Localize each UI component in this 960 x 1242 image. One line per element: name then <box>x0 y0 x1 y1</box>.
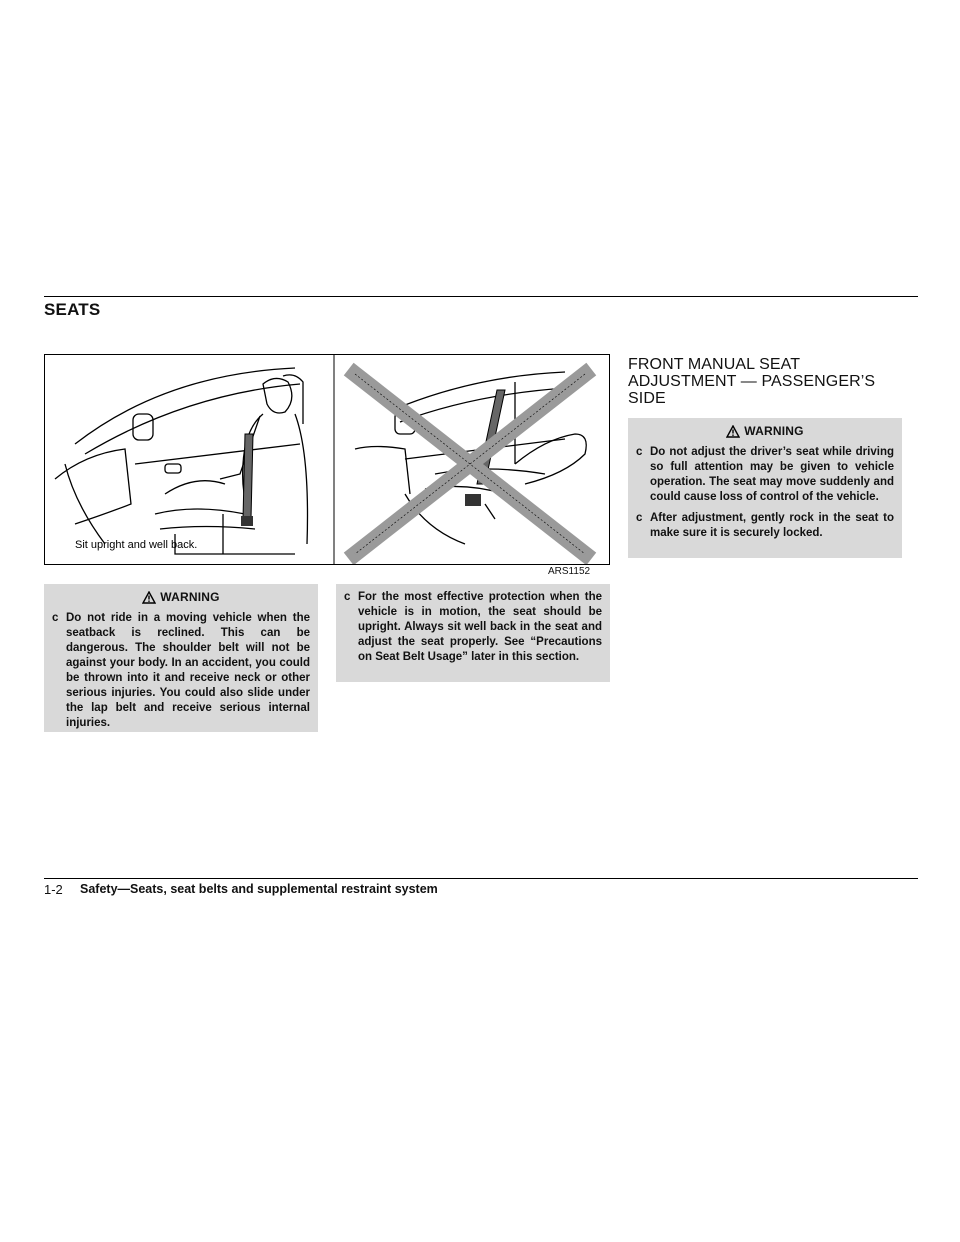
correct-seating-illustration <box>55 368 308 554</box>
figure-caption: Sit upright and well back. <box>75 539 198 551</box>
warning-box-middle <box>336 584 610 682</box>
heading-line: SIDE <box>628 390 666 407</box>
header-rule <box>44 296 918 297</box>
figure-code: ARS1152 <box>548 566 591 577</box>
warning-box-left <box>44 584 318 732</box>
warning-triangle-icon <box>142 591 156 604</box>
list-item <box>636 445 894 505</box>
section-title: SEATS <box>44 300 101 319</box>
heading-line: FRONT MANUAL SEAT <box>628 356 801 373</box>
warning-header <box>636 424 894 445</box>
bullet-mark: c <box>636 512 643 524</box>
warning-header <box>52 590 310 611</box>
warning-box-right <box>628 418 902 558</box>
list-item <box>344 590 602 665</box>
page-number: 1-2 <box>44 882 63 897</box>
front-manual-seat-heading <box>628 356 918 407</box>
heading-line: ADJUSTMENT — PASSENGER’S <box>628 373 876 390</box>
bullet-mark: c <box>636 446 643 458</box>
bullet-mark: c <box>52 612 59 624</box>
warning-text: After adjustment, gently rock in the seat to make sure it is securely locked. <box>650 512 894 539</box>
warning-title: WARNING <box>744 424 804 438</box>
footer-title: Safety—Seats, seat belts and supplemental restraint system <box>80 882 438 896</box>
warning-title: WARNING <box>160 590 220 604</box>
warning-text: Do not adjust the driver’s seat while driving so full attention may be given to vehicle operation. The seat may move suddenly and could cause loss of control of the vehicle. <box>650 446 894 503</box>
figure-bottom-rule <box>44 564 610 565</box>
bullet-mark: c <box>344 591 351 603</box>
warning-text: Do not ride in a moving vehicle when the seatback is reclined. This can be dangerous. The shoulder belt will not be against your body. In an accident, you could be thrown into it and receive neck or other serious injuries. You could also slide under the lap belt and receive serious internal injuries. <box>66 612 310 729</box>
seating-figure <box>44 354 610 564</box>
footer-rule <box>44 878 918 879</box>
list-item <box>636 511 894 541</box>
warning-text: For the most effective protection when the vehicle is in motion, the seat should be upright. Always sit well back in the seat and adjust the seat properly. See “Precautions on Seat Belt Usage” later in this section. <box>358 591 602 663</box>
warning-triangle-icon <box>726 425 740 438</box>
list-item <box>52 611 310 731</box>
